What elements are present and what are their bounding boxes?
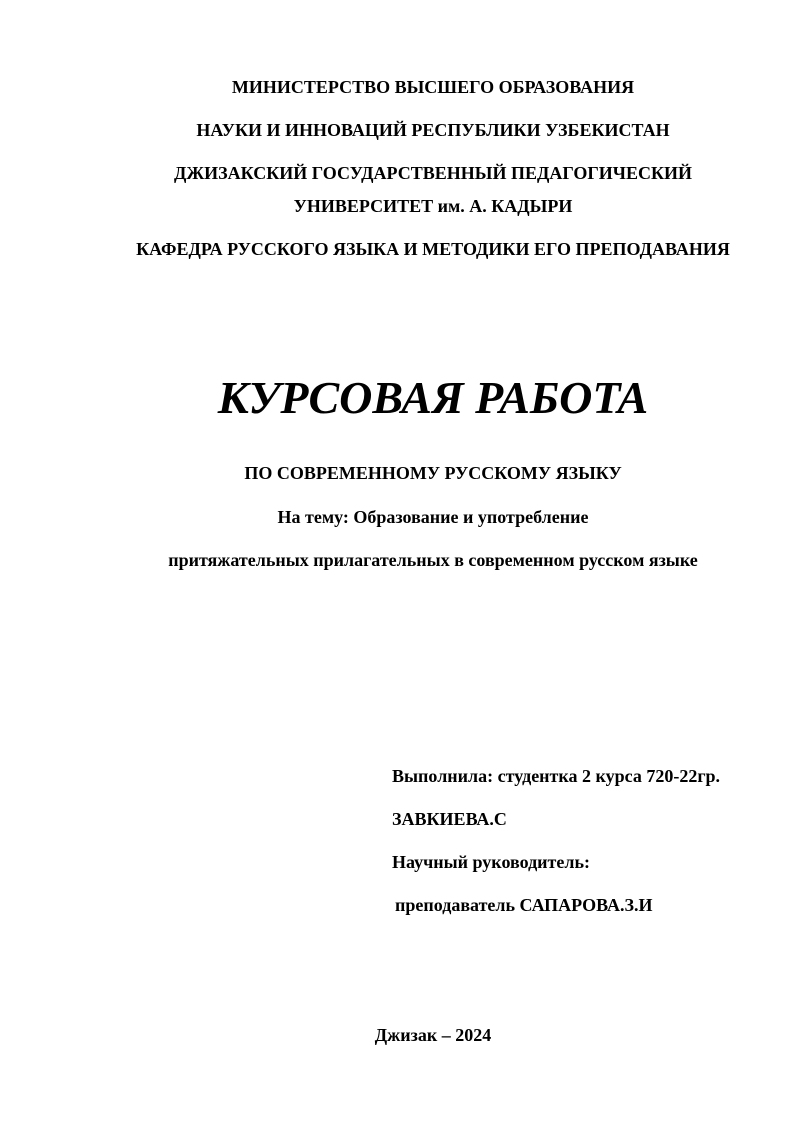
subject-line: ПО СОВРЕМЕННОМУ РУССКОМУ ЯЗЫКУ bbox=[244, 463, 622, 483]
supervisor-name: преподаватель САПАРОВА.З.И bbox=[395, 895, 653, 915]
topic-line-2: притяжательных прилагательных в современном русском языке bbox=[168, 550, 698, 570]
university-line-2: УНИВЕРСИТЕТ им. А. КАДЫРИ bbox=[293, 196, 573, 216]
ministry-line-2: НАУКИ И ИННОВАЦИЙ РЕСПУБЛИКИ УЗБЕКИСТАН bbox=[196, 120, 670, 140]
topic-line-1: На тему: Образование и употребление bbox=[277, 507, 589, 527]
document-title: КУРСОВАЯ РАБОТА bbox=[217, 372, 649, 423]
university-line-1: ДЖИЗАКСКИЙ ГОСУДАРСТВЕННЫЙ ПЕДАГОГИЧЕСКИЙ bbox=[173, 163, 693, 183]
place-year: Джизак – 2024 bbox=[374, 1025, 492, 1045]
department-line: КАФЕДРА РУССКОГО ЯЗЫКА И МЕТОДИКИ ЕГО ПРЕПОДАВАНИЯ bbox=[136, 239, 730, 259]
ministry-line-1: МИНИСТЕРСТВО ВЫСШЕГО ОБРАЗОВАНИЯ bbox=[231, 77, 635, 97]
supervisor-label: Научный руководитель: bbox=[392, 852, 590, 872]
performed-by: Выполнила: студентка 2 курса 720-22гр. bbox=[392, 766, 721, 786]
student-name: ЗАВКИЕВА.С bbox=[392, 809, 507, 829]
